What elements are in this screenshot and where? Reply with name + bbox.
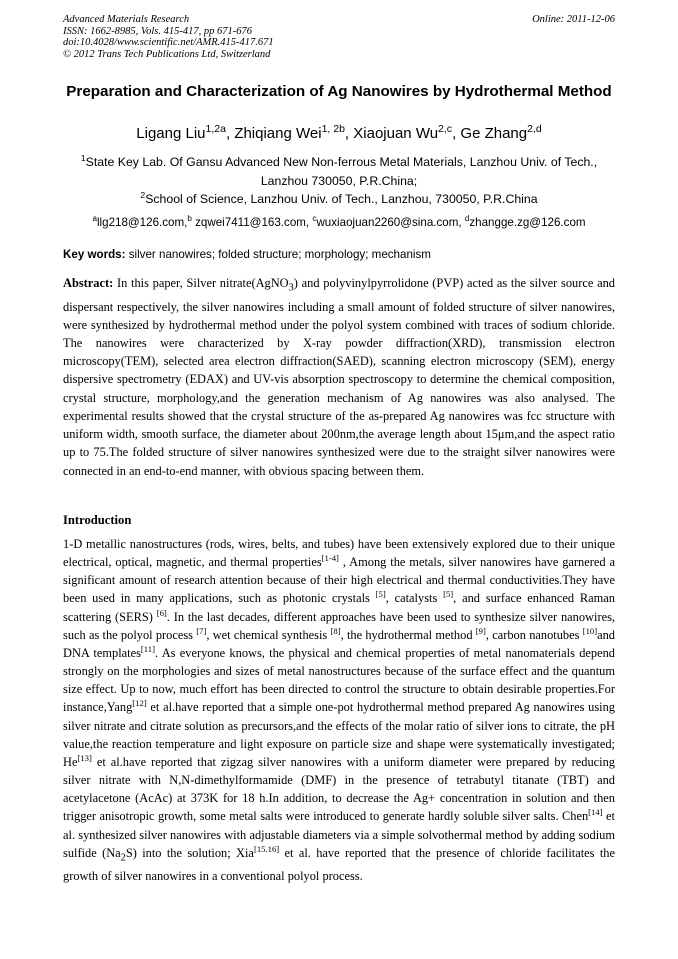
body-text: , wet chemical synthesis (206, 627, 331, 642)
affiliation-text: State Key Lab. Of Gansu Advanced New Non-ferrous Metal Materials, Lanzhou Univ. of Tech., Lanzhou 730050, P.R.China; (85, 155, 598, 188)
affiliation-mark: 2 (140, 189, 146, 200)
citation: [12] (132, 698, 147, 709)
paper-title: Preparation and Characterization of Ag Nanowires by Hydrothermal Method (66, 83, 612, 100)
author-emails (63, 216, 615, 230)
author-list: Ligang Liu$^{1,2a}$, Zhiqiang Wei$^{1, 2b}$, Xiaojuan Wu$^{2,c}$, Ge Zhang$^{2,d}$ (136, 123, 542, 142)
email-mark: a (92, 214, 97, 224)
author-affiliation-mark: 2,d (527, 123, 542, 135)
abstract-text: ) and polyvinylpyrrolidone (PVP) acted as the silver source and dispersant respectively, the silver nanowires including a small amount of folded structure of silver nanowires, were synthesized by hydrothermal method under the polyol system combined with traces of sodium chloride. The nanowires were characterized by X-ray powder diffraction(XRD), transmission electron microscopy(TEM), selected area electron diffraction(SAED), scanning electron microscopy (SEM), energy dispersive spectrometry (EDAX) and UV-vis absorption spectroscopy to determine the chemical composition, crystal structure, morphology,and the generation mechanism of Ag nanowires was also analysed. The experimental results showed that the crystal structure of the as-prepared Ag nanowires was fcc structure with uniform width, smooth surface, the diameter about 200nm,the average length about 15μm,and the aspect ratio up to 75.The folded structure of silver nanowires synthesized were due to the straight silver nanowires were connected in an end-to-end manner, with obvious spacing between them. (63, 276, 615, 478)
email-address: llg218@126.com, (96, 216, 188, 229)
body-text: , catalysts (385, 591, 444, 606)
email-address: zqwei7411@163.com, (191, 216, 313, 229)
introduction-paragraph (63, 535, 615, 885)
email-mark: b (187, 214, 192, 224)
citation: [10] (582, 625, 598, 636)
abstract-label: Abstract: (63, 276, 114, 290)
affiliation-mark: 1 (80, 152, 86, 163)
abstract (63, 274, 615, 480)
citation: [13] (77, 752, 92, 763)
author-affiliation-mark: 1,2a (205, 123, 226, 135)
email-mark: c (312, 214, 317, 224)
citation: [14] (588, 807, 603, 818)
citation: [8] (330, 625, 341, 636)
journal-name: Advanced Materials Research (63, 14, 190, 25)
journal-header (63, 14, 615, 60)
citation: [11] (140, 643, 156, 654)
body-text: . As everyone knows, the physical and chemical properties of metal nanomaterials depend strongly on the morphologies and sizes of metal nanostructures because of the surface effect and the quantum size effect. Up to now, much effort has been directed to control the structure to obtain desirable properties.For instance,Yang (63, 645, 615, 715)
body-text: , and surface enhanced Raman scattering (SERS) (63, 591, 615, 624)
body-text: . In the last decades, different approaches have been used to synthesize silver nanowires, such as the polyol process (63, 609, 615, 642)
body-text: , carbon nanotubes (485, 627, 583, 642)
author-name: Ligang Liu (136, 125, 206, 142)
keywords-label: Key words: (63, 248, 126, 261)
citation: [6] (156, 607, 167, 618)
issn-line: ISSN: 1662-8985, Vols. 415-417, pp 671-676 (63, 25, 252, 37)
body-text: , Among the metals, silver nanowires have garnered a significant amount of research attention because of their high electrical and thermal conductivities.They have been used in many applications, such as photonic crystals (63, 555, 615, 606)
affiliation-text: School of Science, Lanzhou Univ. of Tech., Lanzhou, 730050, P.R.China (145, 192, 538, 206)
email-mark: d (464, 214, 470, 224)
citation: [15.16] (253, 843, 280, 854)
section-heading-introduction: Introduction (63, 513, 132, 527)
citation: [5] (443, 589, 454, 600)
keywords-text: silver nanowires; folded structure; morphology; mechanism (125, 248, 431, 261)
email-address: wuxiaojuan2260@sina.com, (316, 216, 465, 229)
body-text: et al. synthesized silver nanowires with adjustable diameters via a simple solvothermal method by adding sodium sulfide (Na (63, 809, 615, 860)
affiliation-2 (63, 190, 615, 209)
abstract-text: In this paper, Silver nitrate(AgNO (113, 276, 289, 290)
body-text: and DNA templates (63, 627, 615, 660)
body-text: et al.have reported that a simple one-pot hydrothermal method prepared Ag nanowires using silver nitrate and citrate solution as precursors,and the effects of the molar ratio of silver ions to citrate, the pH value,the reaction temperature and light exposure on particle size and shape were systematically investigated; He (63, 700, 615, 769)
online-date: Online: 2011-12-06 (532, 14, 615, 25)
affiliation-1 (63, 153, 615, 191)
keywords (63, 248, 615, 262)
body-text: S) into the solution; Xia (125, 845, 254, 860)
body-text: , the hydrothermal method (340, 627, 476, 642)
subscript: 2 (120, 852, 126, 864)
author-affiliation-mark: 2,c (438, 123, 453, 135)
author-name: Ge Zhang (460, 125, 528, 142)
body-text: 1-D metallic nanostructures (rods, wires, belts, and tubes) have been extensively explored due to their unique electrical, optical, magnetic, and thermal properties (63, 537, 615, 570)
body-text: et al.have reported that zigzag silver nanowires with a uniform diameter were prepared by reducing silver nitrate with N,N-dimethylformamide (DMF) in the presence of tetrabutyl titanate (TBT) and acetylacetone (AcAc) at 373K for 18 h.In addition, to decrease the Ag+ concentration in solution and then trigger anisotropic growth, some metal salts were introduced to generate hardly soluble silver salts. Chen (63, 754, 615, 824)
doi-line: doi:10.4028/www.scientific.net/AMR.415-417.671 (63, 37, 274, 49)
email-address: zhangge.zg@126.com (469, 216, 586, 229)
subscript: 3 (288, 282, 294, 294)
citation: [1-4] (321, 553, 339, 564)
author-name: Zhiqiang Wei (234, 125, 322, 142)
citation: [7] (196, 625, 207, 636)
author-name: Xiaojuan Wu (353, 125, 439, 142)
citation: [9] (475, 625, 486, 636)
body-text: et al. have reported that the presence of chloride facilitates the growth of silver nanowires in a conventional polyol process. (63, 845, 615, 884)
author-affiliation-mark: 1, 2b (321, 123, 345, 135)
copyright-line: © 2012 Trans Tech Publications Ltd, Switzerland (63, 48, 271, 60)
citation: [5] (375, 589, 386, 600)
